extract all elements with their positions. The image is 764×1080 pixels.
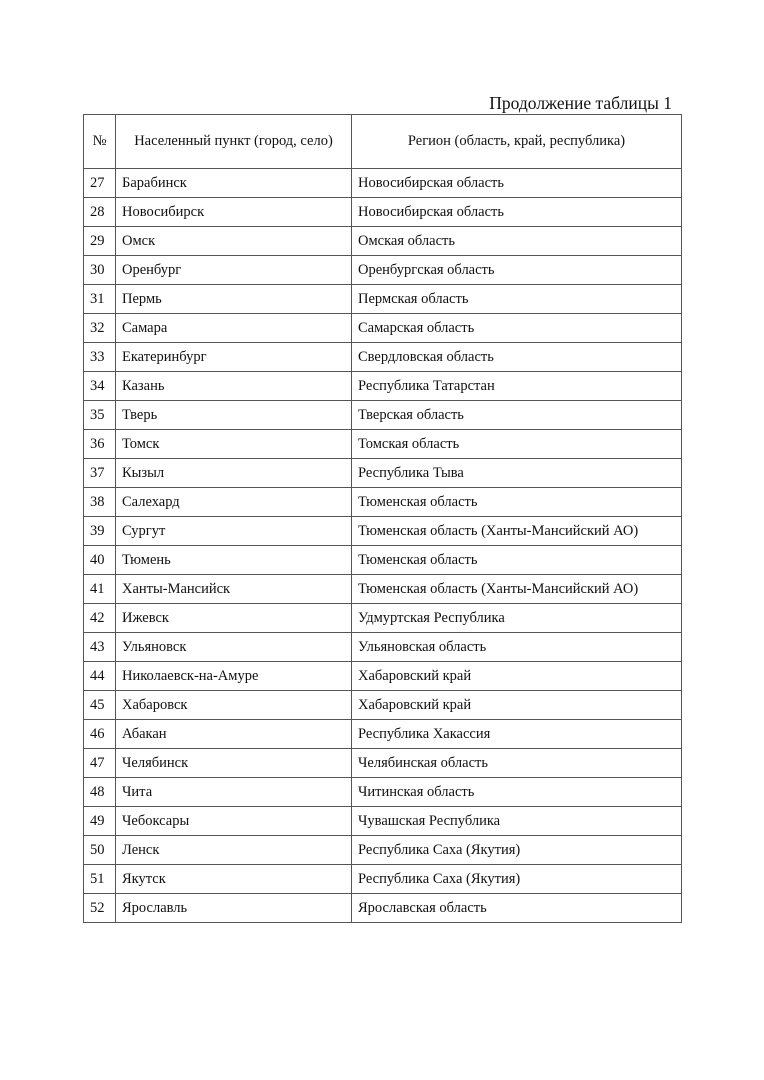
table-row: [84, 256, 682, 285]
table-row: [84, 285, 682, 314]
table-row: [84, 459, 682, 488]
row-region: Республика Тыва: [352, 459, 682, 488]
row-region: Читинская область: [352, 778, 682, 807]
row-settlement: Самара: [116, 314, 352, 343]
row-settlement: Абакан: [116, 720, 352, 749]
row-settlement: Якутск: [116, 865, 352, 894]
table-row: [84, 488, 682, 517]
row-number: 40: [84, 546, 116, 575]
row-settlement: Тверь: [116, 401, 352, 430]
row-region: Ульяновская область: [352, 633, 682, 662]
row-number: 46: [84, 720, 116, 749]
row-region: Тюменская область: [352, 546, 682, 575]
row-region: Ярославская область: [352, 894, 682, 923]
table-row: [84, 314, 682, 343]
row-number: 47: [84, 749, 116, 778]
row-settlement: Сургут: [116, 517, 352, 546]
row-number: 45: [84, 691, 116, 720]
row-region: Самарская область: [352, 314, 682, 343]
row-region: Омская область: [352, 227, 682, 256]
row-number: 36: [84, 430, 116, 459]
row-region: Чувашская Республика: [352, 807, 682, 836]
row-number: 50: [84, 836, 116, 865]
row-number: 29: [84, 227, 116, 256]
row-number: 41: [84, 575, 116, 604]
row-settlement: Ульяновск: [116, 633, 352, 662]
row-settlement: Николаевск-на-Амуре: [116, 662, 352, 691]
table-row: [84, 778, 682, 807]
row-settlement: Пермь: [116, 285, 352, 314]
row-region: Тюменская область (Ханты-Мансийский АО): [352, 517, 682, 546]
table-header-row: [84, 115, 682, 169]
row-number: 43: [84, 633, 116, 662]
row-settlement: Салехард: [116, 488, 352, 517]
row-settlement: Ярославль: [116, 894, 352, 923]
row-settlement: Екатеринбург: [116, 343, 352, 372]
table-row: [84, 836, 682, 865]
table-row: [84, 691, 682, 720]
row-number: 30: [84, 256, 116, 285]
table-row: [84, 807, 682, 836]
table-row: [84, 517, 682, 546]
row-region: Удмуртская Республика: [352, 604, 682, 633]
row-number: 27: [84, 169, 116, 198]
row-region: Тюменская область: [352, 488, 682, 517]
row-region: Республика Хакассия: [352, 720, 682, 749]
table-row: [84, 430, 682, 459]
row-region: Республика Татарстан: [352, 372, 682, 401]
row-settlement: Хабаровск: [116, 691, 352, 720]
row-settlement: Ханты-Мансийск: [116, 575, 352, 604]
row-number: 33: [84, 343, 116, 372]
row-number: 31: [84, 285, 116, 314]
header-settlement: Населенный пункт (город, село): [116, 115, 352, 169]
row-region: Свердловская область: [352, 343, 682, 372]
row-number: 51: [84, 865, 116, 894]
table-row: [84, 343, 682, 372]
row-region: Республика Саха (Якутия): [352, 865, 682, 894]
row-settlement: Чебоксары: [116, 807, 352, 836]
row-region: Новосибирская область: [352, 198, 682, 227]
table-row: [84, 372, 682, 401]
row-number: 38: [84, 488, 116, 517]
table-row: [84, 894, 682, 923]
table-caption: Продолжение таблицы 1: [489, 93, 672, 113]
row-settlement: Казань: [116, 372, 352, 401]
row-region: Тверская область: [352, 401, 682, 430]
row-number: 48: [84, 778, 116, 807]
table-row: [84, 749, 682, 778]
table-row: [84, 633, 682, 662]
row-settlement: Ижевск: [116, 604, 352, 633]
row-number: 42: [84, 604, 116, 633]
row-number: 28: [84, 198, 116, 227]
table-row: [84, 575, 682, 604]
table-row: [84, 604, 682, 633]
row-settlement: Томск: [116, 430, 352, 459]
row-region: Республика Саха (Якутия): [352, 836, 682, 865]
row-settlement: Тюмень: [116, 546, 352, 575]
row-settlement: Барабинск: [116, 169, 352, 198]
row-region: Челябинская область: [352, 749, 682, 778]
row-region: Томская область: [352, 430, 682, 459]
table-row: [84, 227, 682, 256]
row-region: Тюменская область (Ханты-Мансийский АО): [352, 575, 682, 604]
row-settlement: Оренбург: [116, 256, 352, 285]
table-row: [84, 865, 682, 894]
row-region: Хабаровский край: [352, 662, 682, 691]
row-region: Пермская область: [352, 285, 682, 314]
row-number: 52: [84, 894, 116, 923]
header-region: Регион (область, край, республика): [352, 115, 682, 169]
row-settlement: Челябинск: [116, 749, 352, 778]
row-region: Новосибирская область: [352, 169, 682, 198]
header-number: №: [84, 115, 116, 169]
row-number: 39: [84, 517, 116, 546]
row-number: 37: [84, 459, 116, 488]
settlements-table: [83, 114, 682, 923]
row-number: 32: [84, 314, 116, 343]
table-row: [84, 662, 682, 691]
row-settlement: Ленск: [116, 836, 352, 865]
table-row: [84, 546, 682, 575]
row-region: Оренбургская область: [352, 256, 682, 285]
row-settlement: Чита: [116, 778, 352, 807]
table-row: [84, 401, 682, 430]
table-row: [84, 720, 682, 749]
row-number: 44: [84, 662, 116, 691]
row-number: 35: [84, 401, 116, 430]
row-number: 34: [84, 372, 116, 401]
row-settlement: Новосибирск: [116, 198, 352, 227]
row-number: 49: [84, 807, 116, 836]
table-row: [84, 169, 682, 198]
table-body: [84, 169, 682, 923]
table-row: [84, 198, 682, 227]
row-settlement: Омск: [116, 227, 352, 256]
row-settlement: Кызыл: [116, 459, 352, 488]
row-region: Хабаровский край: [352, 691, 682, 720]
